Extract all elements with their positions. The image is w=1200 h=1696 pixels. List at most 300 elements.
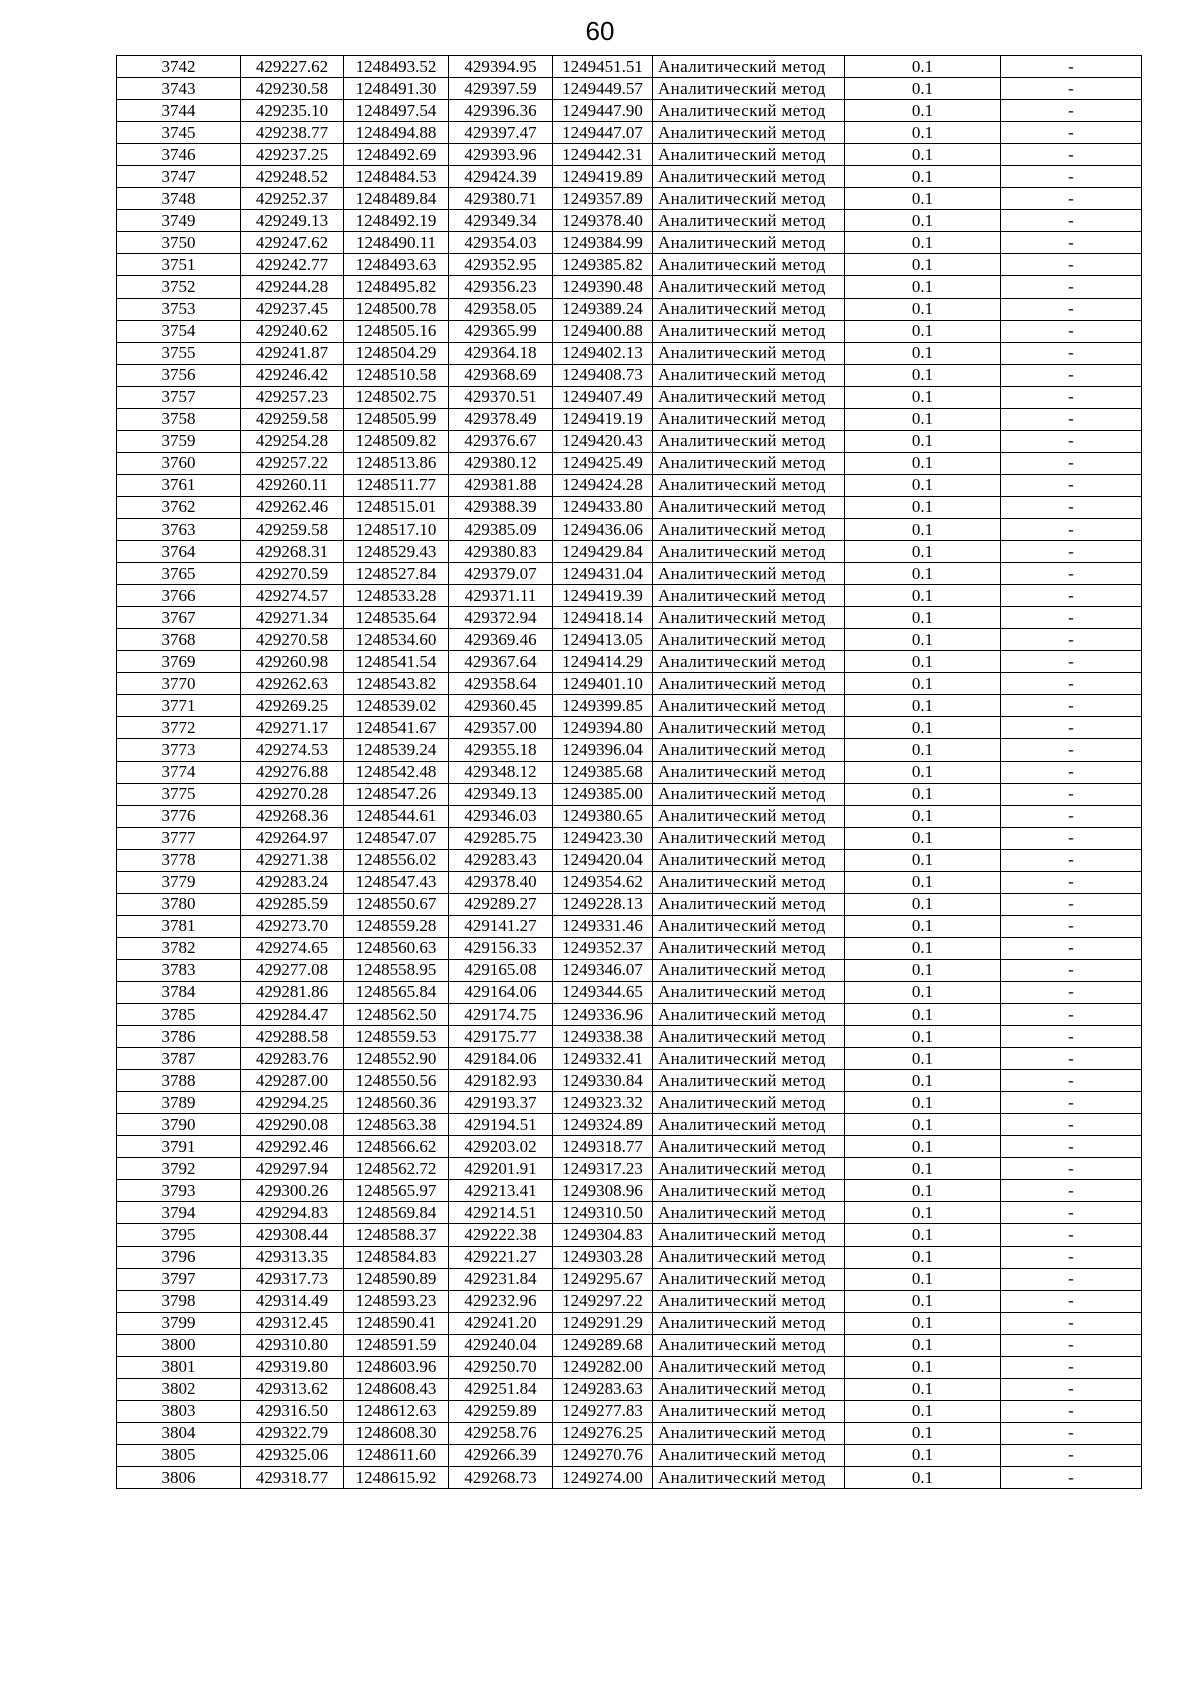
table-row (117, 563, 1142, 585)
x-new-cell: 429193.37 (449, 1092, 553, 1114)
point-number-cell: 3769 (117, 651, 241, 673)
x-old-cell: 429270.28 (241, 783, 344, 805)
x-new-cell: 429380.71 (449, 188, 553, 210)
note-cell: - (1001, 585, 1142, 607)
point-number-cell: 3743 (117, 78, 241, 100)
y-new-cell: 1249433.80 (553, 496, 653, 518)
accuracy-cell: 0.1 (845, 1422, 1001, 1444)
x-old-cell: 429325.06 (241, 1444, 344, 1466)
x-new-cell: 429358.64 (449, 673, 553, 695)
accuracy-cell: 0.1 (845, 673, 1001, 695)
y-new-cell: 1249436.06 (553, 518, 653, 540)
y-new-cell: 1249324.89 (553, 1114, 653, 1136)
x-old-cell: 429242.77 (241, 254, 344, 276)
y-old-cell: 1248539.24 (344, 739, 449, 761)
method-cell: Аналитический метод (653, 1422, 845, 1444)
note-cell: - (1001, 78, 1142, 100)
point-number-cell: 3783 (117, 959, 241, 981)
note-cell: - (1001, 673, 1142, 695)
accuracy-cell: 0.1 (845, 871, 1001, 893)
method-cell: Аналитический метод (653, 56, 845, 78)
x-old-cell: 429257.23 (241, 386, 344, 408)
x-new-cell: 429283.43 (449, 849, 553, 871)
table-row (117, 1422, 1142, 1444)
accuracy-cell: 0.1 (845, 56, 1001, 78)
point-number-cell: 3801 (117, 1356, 241, 1378)
method-cell: Аналитический метод (653, 783, 845, 805)
x-old-cell: 429316.50 (241, 1400, 344, 1422)
x-old-cell: 429237.45 (241, 298, 344, 320)
method-cell: Аналитический метод (653, 541, 845, 563)
x-old-cell: 429260.11 (241, 474, 344, 496)
point-number-cell: 3795 (117, 1224, 241, 1246)
table-row (117, 1246, 1142, 1268)
point-number-cell: 3760 (117, 452, 241, 474)
note-cell: - (1001, 408, 1142, 430)
point-number-cell: 3793 (117, 1180, 241, 1202)
x-new-cell: 429349.13 (449, 783, 553, 805)
accuracy-cell: 0.1 (845, 915, 1001, 937)
y-new-cell: 1249414.29 (553, 651, 653, 673)
y-old-cell: 1248547.26 (344, 783, 449, 805)
point-number-cell: 3781 (117, 915, 241, 937)
x-old-cell: 429238.77 (241, 122, 344, 144)
table-row (117, 1004, 1142, 1026)
x-new-cell: 429397.59 (449, 78, 553, 100)
method-cell: Аналитический метод (653, 474, 845, 496)
accuracy-cell: 0.1 (845, 1048, 1001, 1070)
note-cell: - (1001, 783, 1142, 805)
y-new-cell: 1249323.32 (553, 1092, 653, 1114)
table-row (117, 430, 1142, 452)
x-old-cell: 429283.76 (241, 1048, 344, 1070)
method-cell: Аналитический метод (653, 144, 845, 166)
note-cell: - (1001, 981, 1142, 1003)
point-number-cell: 3774 (117, 761, 241, 783)
note-cell: - (1001, 695, 1142, 717)
x-new-cell: 429368.69 (449, 364, 553, 386)
x-new-cell: 429258.76 (449, 1422, 553, 1444)
x-old-cell: 429294.25 (241, 1092, 344, 1114)
note-cell: - (1001, 1312, 1142, 1334)
y-old-cell: 1248560.63 (344, 937, 449, 959)
table-row (117, 1224, 1142, 1246)
accuracy-cell: 0.1 (845, 849, 1001, 871)
table-row (117, 298, 1142, 320)
y-old-cell: 1248590.89 (344, 1268, 449, 1290)
y-old-cell: 1248504.29 (344, 342, 449, 364)
accuracy-cell: 0.1 (845, 761, 1001, 783)
method-cell: Аналитический метод (653, 1268, 845, 1290)
x-new-cell: 429365.99 (449, 320, 553, 342)
point-number-cell: 3776 (117, 805, 241, 827)
y-new-cell: 1249303.28 (553, 1246, 653, 1268)
y-new-cell: 1249276.25 (553, 1422, 653, 1444)
note-cell: - (1001, 1467, 1142, 1489)
table-row (117, 1070, 1142, 1092)
accuracy-cell: 0.1 (845, 1312, 1001, 1334)
point-number-cell: 3773 (117, 739, 241, 761)
note-cell: - (1001, 364, 1142, 386)
accuracy-cell: 0.1 (845, 188, 1001, 210)
x-new-cell: 429175.77 (449, 1026, 553, 1048)
y-new-cell: 1249423.30 (553, 827, 653, 849)
x-new-cell: 429376.67 (449, 430, 553, 452)
accuracy-cell: 0.1 (845, 651, 1001, 673)
y-old-cell: 1248544.61 (344, 805, 449, 827)
y-old-cell: 1248497.54 (344, 100, 449, 122)
x-new-cell: 429182.93 (449, 1070, 553, 1092)
point-number-cell: 3742 (117, 56, 241, 78)
x-old-cell: 429322.79 (241, 1422, 344, 1444)
table-row (117, 695, 1142, 717)
y-new-cell: 1249354.62 (553, 871, 653, 893)
point-number-cell: 3788 (117, 1070, 241, 1092)
x-old-cell: 429271.38 (241, 849, 344, 871)
x-new-cell: 429380.12 (449, 452, 553, 474)
accuracy-cell: 0.1 (845, 1224, 1001, 1246)
table-row (117, 541, 1142, 563)
table-row (117, 871, 1142, 893)
x-new-cell: 429369.46 (449, 629, 553, 651)
note-cell: - (1001, 298, 1142, 320)
x-old-cell: 429269.25 (241, 695, 344, 717)
y-old-cell: 1248588.37 (344, 1224, 449, 1246)
y-old-cell: 1248493.63 (344, 254, 449, 276)
table-row (117, 1202, 1142, 1224)
note-cell: - (1001, 1246, 1142, 1268)
accuracy-cell: 0.1 (845, 629, 1001, 651)
method-cell: Аналитический метод (653, 981, 845, 1003)
point-number-cell: 3755 (117, 342, 241, 364)
note-cell: - (1001, 496, 1142, 518)
table-row (117, 1048, 1142, 1070)
method-cell: Аналитический метод (653, 1356, 845, 1378)
x-old-cell: 429300.26 (241, 1180, 344, 1202)
y-new-cell: 1249408.73 (553, 364, 653, 386)
note-cell: - (1001, 1070, 1142, 1092)
accuracy-cell: 0.1 (845, 717, 1001, 739)
accuracy-cell: 0.1 (845, 122, 1001, 144)
y-old-cell: 1248590.41 (344, 1312, 449, 1334)
x-old-cell: 429319.80 (241, 1356, 344, 1378)
x-new-cell: 429356.23 (449, 276, 553, 298)
x-new-cell: 429360.45 (449, 695, 553, 717)
note-cell: - (1001, 761, 1142, 783)
note-cell: - (1001, 959, 1142, 981)
method-cell: Аналитический метод (653, 166, 845, 188)
y-old-cell: 1248490.11 (344, 232, 449, 254)
method-cell: Аналитический метод (653, 761, 845, 783)
accuracy-cell: 0.1 (845, 144, 1001, 166)
point-number-cell: 3762 (117, 496, 241, 518)
table-row (117, 1158, 1142, 1180)
y-new-cell: 1249291.29 (553, 1312, 653, 1334)
method-cell: Аналитический метод (653, 695, 845, 717)
y-new-cell: 1249338.38 (553, 1026, 653, 1048)
accuracy-cell: 0.1 (845, 607, 1001, 629)
x-new-cell: 429367.64 (449, 651, 553, 673)
point-number-cell: 3779 (117, 871, 241, 893)
x-old-cell: 429313.62 (241, 1378, 344, 1400)
x-new-cell: 429388.39 (449, 496, 553, 518)
method-cell: Аналитический метод (653, 1378, 845, 1400)
y-old-cell: 1248550.56 (344, 1070, 449, 1092)
point-number-cell: 3765 (117, 563, 241, 585)
y-old-cell: 1248559.28 (344, 915, 449, 937)
x-old-cell: 429310.80 (241, 1334, 344, 1356)
method-cell: Аналитический метод (653, 342, 845, 364)
point-number-cell: 3763 (117, 518, 241, 540)
x-new-cell: 429396.36 (449, 100, 553, 122)
accuracy-cell: 0.1 (845, 805, 1001, 827)
method-cell: Аналитический метод (653, 276, 845, 298)
y-new-cell: 1249431.04 (553, 563, 653, 585)
y-new-cell: 1249419.89 (553, 166, 653, 188)
x-new-cell: 429141.27 (449, 915, 553, 937)
note-cell: - (1001, 651, 1142, 673)
note-cell: - (1001, 320, 1142, 342)
method-cell: Аналитический метод (653, 563, 845, 585)
x-new-cell: 429397.47 (449, 122, 553, 144)
x-old-cell: 429227.62 (241, 56, 344, 78)
x-old-cell: 429260.98 (241, 651, 344, 673)
y-old-cell: 1248541.67 (344, 717, 449, 739)
x-old-cell: 429268.36 (241, 805, 344, 827)
y-old-cell: 1248543.82 (344, 673, 449, 695)
x-old-cell: 429262.63 (241, 673, 344, 695)
table-row (117, 607, 1142, 629)
x-new-cell: 429380.83 (449, 541, 553, 563)
method-cell: Аналитический метод (653, 1070, 845, 1092)
note-cell: - (1001, 1004, 1142, 1026)
note-cell: - (1001, 474, 1142, 496)
accuracy-cell: 0.1 (845, 430, 1001, 452)
y-new-cell: 1249390.48 (553, 276, 653, 298)
note-cell: - (1001, 1048, 1142, 1070)
y-old-cell: 1248611.60 (344, 1444, 449, 1466)
point-number-cell: 3754 (117, 320, 241, 342)
method-cell: Аналитический метод (653, 386, 845, 408)
point-number-cell: 3757 (117, 386, 241, 408)
method-cell: Аналитический метод (653, 1026, 845, 1048)
x-old-cell: 429268.31 (241, 541, 344, 563)
accuracy-cell: 0.1 (845, 1026, 1001, 1048)
point-number-cell: 3789 (117, 1092, 241, 1114)
x-new-cell: 429201.91 (449, 1158, 553, 1180)
table-row (117, 1334, 1142, 1356)
method-cell: Аналитический метод (653, 452, 845, 474)
x-old-cell: 429297.94 (241, 1158, 344, 1180)
x-new-cell: 429357.00 (449, 717, 553, 739)
accuracy-cell: 0.1 (845, 981, 1001, 1003)
point-number-cell: 3768 (117, 629, 241, 651)
accuracy-cell: 0.1 (845, 78, 1001, 100)
x-old-cell: 429244.28 (241, 276, 344, 298)
method-cell: Аналитический метод (653, 188, 845, 210)
x-new-cell: 429378.49 (449, 408, 553, 430)
accuracy-cell: 0.1 (845, 585, 1001, 607)
table-row (117, 739, 1142, 761)
y-old-cell: 1248565.84 (344, 981, 449, 1003)
method-cell: Аналитический метод (653, 1202, 845, 1224)
method-cell: Аналитический метод (653, 717, 845, 739)
table-row (117, 981, 1142, 1003)
y-new-cell: 1249331.46 (553, 915, 653, 937)
note-cell: - (1001, 276, 1142, 298)
point-number-cell: 3785 (117, 1004, 241, 1026)
y-old-cell: 1248534.60 (344, 629, 449, 651)
note-cell: - (1001, 893, 1142, 915)
table-row (117, 166, 1142, 188)
x-new-cell: 429354.03 (449, 232, 553, 254)
y-old-cell: 1248527.84 (344, 563, 449, 585)
accuracy-cell: 0.1 (845, 563, 1001, 585)
accuracy-cell: 0.1 (845, 1070, 1001, 1092)
note-cell: - (1001, 541, 1142, 563)
method-cell: Аналитический метод (653, 849, 845, 871)
y-old-cell: 1248502.75 (344, 386, 449, 408)
y-new-cell: 1249400.88 (553, 320, 653, 342)
table-row (117, 496, 1142, 518)
accuracy-cell: 0.1 (845, 452, 1001, 474)
x-new-cell: 429214.51 (449, 1202, 553, 1224)
x-new-cell: 429221.27 (449, 1246, 553, 1268)
method-cell: Аналитический метод (653, 585, 845, 607)
point-number-cell: 3747 (117, 166, 241, 188)
y-new-cell: 1249352.37 (553, 937, 653, 959)
y-new-cell: 1249304.83 (553, 1224, 653, 1246)
accuracy-cell: 0.1 (845, 1092, 1001, 1114)
y-old-cell: 1248566.62 (344, 1136, 449, 1158)
method-cell: Аналитический метод (653, 1400, 845, 1422)
method-cell: Аналитический метод (653, 1467, 845, 1489)
point-number-cell: 3800 (117, 1334, 241, 1356)
point-number-cell: 3746 (117, 144, 241, 166)
y-old-cell: 1248509.82 (344, 430, 449, 452)
y-new-cell: 1249380.65 (553, 805, 653, 827)
point-number-cell: 3759 (117, 430, 241, 452)
y-new-cell: 1249407.49 (553, 386, 653, 408)
note-cell: - (1001, 1158, 1142, 1180)
y-new-cell: 1249419.39 (553, 585, 653, 607)
point-number-cell: 3786 (117, 1026, 241, 1048)
x-new-cell: 429194.51 (449, 1114, 553, 1136)
table-row (117, 254, 1142, 276)
x-old-cell: 429270.59 (241, 563, 344, 585)
method-cell: Аналитический метод (653, 210, 845, 232)
point-number-cell: 3750 (117, 232, 241, 254)
table-row (117, 518, 1142, 540)
point-number-cell: 3799 (117, 1312, 241, 1334)
y-old-cell: 1248517.10 (344, 518, 449, 540)
accuracy-cell: 0.1 (845, 1136, 1001, 1158)
table-row (117, 188, 1142, 210)
y-new-cell: 1249308.96 (553, 1180, 653, 1202)
y-old-cell: 1248608.30 (344, 1422, 449, 1444)
accuracy-cell: 0.1 (845, 100, 1001, 122)
y-old-cell: 1248505.16 (344, 320, 449, 342)
y-old-cell: 1248563.38 (344, 1114, 449, 1136)
table-row (117, 1180, 1142, 1202)
x-new-cell: 429348.12 (449, 761, 553, 783)
y-new-cell: 1249420.04 (553, 849, 653, 871)
table-row (117, 78, 1142, 100)
accuracy-cell: 0.1 (845, 364, 1001, 386)
accuracy-cell: 0.1 (845, 1378, 1001, 1400)
y-old-cell: 1248515.01 (344, 496, 449, 518)
x-old-cell: 429264.97 (241, 827, 344, 849)
x-old-cell: 429276.88 (241, 761, 344, 783)
y-old-cell: 1248495.82 (344, 276, 449, 298)
y-new-cell: 1249346.07 (553, 959, 653, 981)
accuracy-cell: 0.1 (845, 1356, 1001, 1378)
method-cell: Аналитический метод (653, 518, 845, 540)
note-cell: - (1001, 100, 1142, 122)
table-row (117, 1312, 1142, 1334)
y-old-cell: 1248559.53 (344, 1026, 449, 1048)
y-old-cell: 1248493.52 (344, 56, 449, 78)
note-cell: - (1001, 122, 1142, 144)
table-row (117, 1114, 1142, 1136)
x-new-cell: 429355.18 (449, 739, 553, 761)
y-old-cell: 1248608.43 (344, 1378, 449, 1400)
accuracy-cell: 0.1 (845, 1180, 1001, 1202)
accuracy-cell: 0.1 (845, 342, 1001, 364)
y-new-cell: 1249297.22 (553, 1290, 653, 1312)
x-new-cell: 429385.09 (449, 518, 553, 540)
method-cell: Аналитический метод (653, 496, 845, 518)
method-cell: Аналитический метод (653, 364, 845, 386)
note-cell: - (1001, 144, 1142, 166)
method-cell: Аналитический метод (653, 1114, 845, 1136)
point-number-cell: 3744 (117, 100, 241, 122)
y-new-cell: 1249447.90 (553, 100, 653, 122)
note-cell: - (1001, 805, 1142, 827)
point-number-cell: 3753 (117, 298, 241, 320)
note-cell: - (1001, 232, 1142, 254)
method-cell: Аналитический метод (653, 1004, 845, 1026)
y-old-cell: 1248558.95 (344, 959, 449, 981)
x-old-cell: 429230.58 (241, 78, 344, 100)
note-cell: - (1001, 1444, 1142, 1466)
y-new-cell: 1249451.51 (553, 56, 653, 78)
note-cell: - (1001, 717, 1142, 739)
point-number-cell: 3806 (117, 1467, 241, 1489)
y-new-cell: 1249332.41 (553, 1048, 653, 1070)
x-old-cell: 429262.46 (241, 496, 344, 518)
y-new-cell: 1249402.13 (553, 342, 653, 364)
x-old-cell: 429249.13 (241, 210, 344, 232)
y-new-cell: 1249344.65 (553, 981, 653, 1003)
page-number: 60 (585, 16, 615, 46)
note-cell: - (1001, 563, 1142, 585)
table-row (117, 1092, 1142, 1114)
x-new-cell: 429259.89 (449, 1400, 553, 1422)
method-cell: Аналитический метод (653, 1224, 845, 1246)
y-old-cell: 1248535.64 (344, 607, 449, 629)
method-cell: Аналитический метод (653, 739, 845, 761)
point-number-cell: 3784 (117, 981, 241, 1003)
accuracy-cell: 0.1 (845, 695, 1001, 717)
x-new-cell: 429372.94 (449, 607, 553, 629)
method-cell: Аналитический метод (653, 1092, 845, 1114)
note-cell: - (1001, 430, 1142, 452)
y-new-cell: 1249318.77 (553, 1136, 653, 1158)
table-row (117, 1444, 1142, 1466)
table-row (117, 1268, 1142, 1290)
x-new-cell: 429184.06 (449, 1048, 553, 1070)
